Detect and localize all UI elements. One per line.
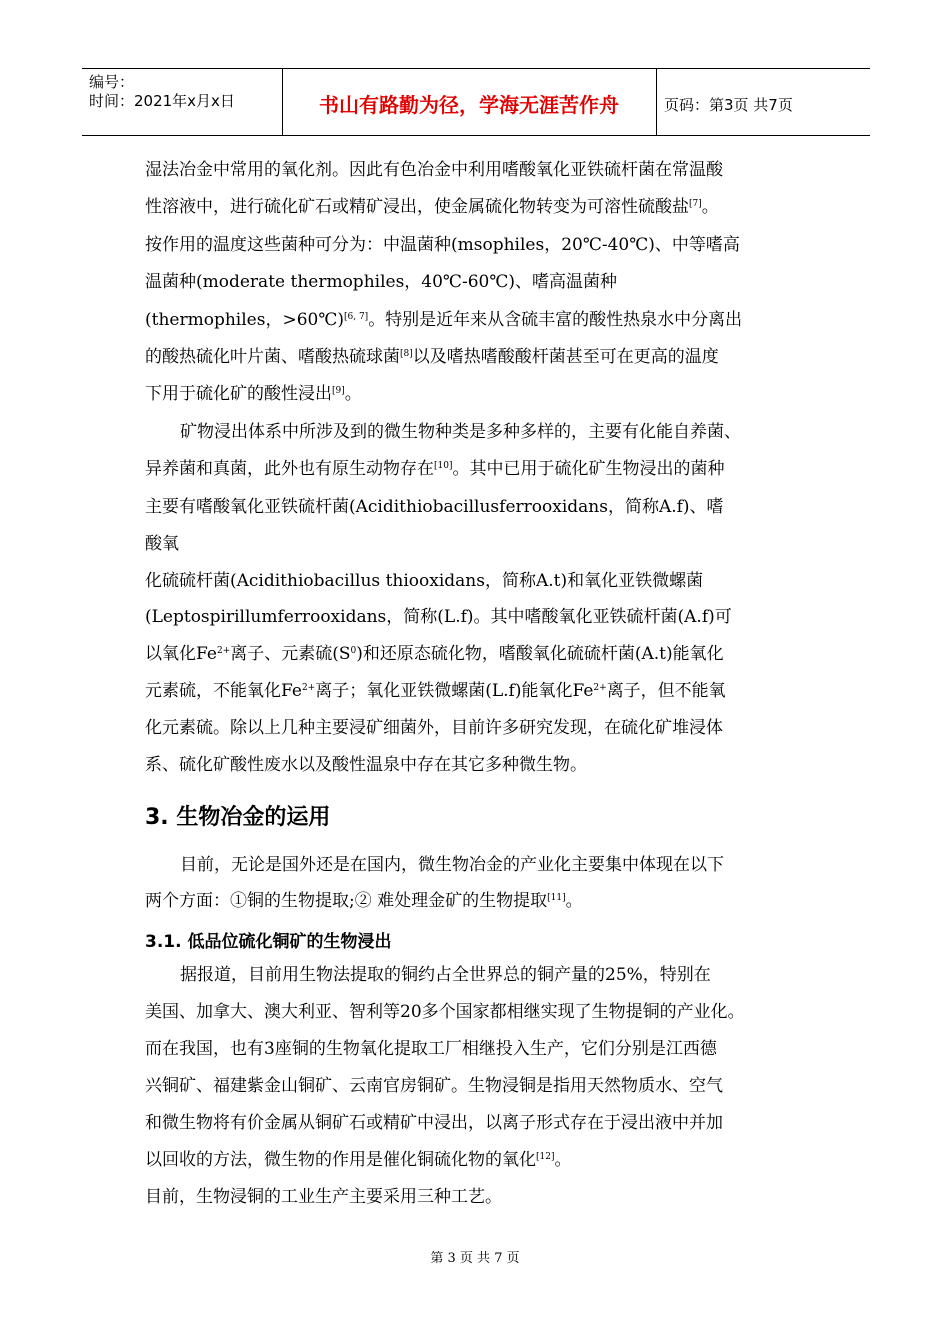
citation: [10] bbox=[434, 461, 453, 471]
citation: [9] bbox=[332, 386, 345, 396]
body-line: (thermophiles，>60℃)[6, 7]。特别是近年来从含硫丰富的酸性热泉水中分离出 bbox=[145, 310, 743, 330]
body-line: 性溶液中，进行硫化矿石或精矿浸出，使金属硫化物转变为可溶性硫酸盐[7]。 bbox=[145, 197, 719, 217]
header-number-label: 编号： bbox=[89, 73, 135, 91]
body-line: 酸氧 bbox=[145, 534, 179, 554]
page-footer: 第 3 页 共 7 页 bbox=[430, 1251, 520, 1266]
body-line: 而在我国，也有3座铜的生物氧化提取工厂相继投入生产，它们分别是江西德 bbox=[145, 1039, 717, 1059]
header-time-label: 时间：2021年x月x日 bbox=[89, 92, 235, 110]
body-line: 以回收的方法，微生物的作用是催化铜硫化物的氧化[12]。 bbox=[145, 1150, 572, 1170]
subsection-heading: 3.1. 低品位硫化铜矿的生物浸出 bbox=[145, 932, 392, 952]
superscript: 0 bbox=[350, 646, 357, 656]
body-line: 化元素硫。除以上几种主要浸矿细菌外，目前许多研究发现，在硫化矿堆浸体 bbox=[145, 718, 723, 738]
body-line: 美国、加拿大、澳大利亚、智利等20多个国家都相继实现了生物提铜的产业化。 bbox=[145, 1002, 745, 1022]
superscript: 2+ bbox=[593, 683, 607, 693]
body-line: 元素硫，不能氧化$Fe^{2+}$离子；氧化亚铁微螺菌(L.f)能氧化$Fe^{2+}$离子，但不能氧 bbox=[145, 681, 726, 701]
section-heading: 3. 生物冶金的运用 bbox=[145, 805, 331, 830]
body-line: 目前，无论是国外还是在国内，微生物冶金的产业化主要集中体现在以下 bbox=[180, 855, 724, 875]
citation: [11] bbox=[547, 893, 566, 903]
header-divider-right bbox=[656, 68, 657, 135]
superscript: 2+ bbox=[301, 683, 316, 693]
citation: [8] bbox=[400, 349, 413, 359]
body-line: 的酸热硫化叶片菌、嗜酸热硫球菌[8]以及嗜热嗜酸酸杆菌甚至可在更高的温度 bbox=[145, 347, 719, 367]
body-line: 下用于硫化矿的酸性浸出[9]。 bbox=[145, 384, 362, 404]
body-line: 两个方面：①铜的生物提取;② 难处理金矿的生物提取[11]。 bbox=[145, 891, 583, 911]
body-line: 湿法冶金中常用的氧化剂。因此有色冶金中利用嗜酸氧化亚铁硫杆菌在常温酸 bbox=[145, 160, 723, 180]
body-line: 温菌种(moderate thermophiles，40℃-60℃)、嗜高温菌种 bbox=[145, 272, 617, 292]
body-line: 矿物浸出体系中所涉及到的微生物种类是多种多样的，主要有化能自养菌、 bbox=[180, 422, 741, 442]
body-line: 兴铜矿、福建紫金山铜矿、云南官房铜矿。生物浸铜是指用天然物质水、空气 bbox=[145, 1076, 723, 1096]
body-line: 主要有嗜酸氧化亚铁硫杆菌(Acidithiobacillusferrooxidans，简称A.f)、嗜 bbox=[145, 497, 724, 517]
body-line: 据报道，目前用生物法提取的铜约占全世界总的铜产量的25%，特别在 bbox=[180, 965, 711, 985]
body-line: 目前，生物浸铜的工业生产主要采用三种工艺。 bbox=[145, 1187, 502, 1207]
citation: [7] bbox=[689, 199, 702, 209]
body-line: (Leptospirillumferrooxidans，简称(L.f)。其中嗜酸氧化亚铁硫杆菌(A.f)可 bbox=[145, 607, 732, 627]
body-line: 系、硫化矿酸性废水以及酸性温泉中存在其它多种微生物。 bbox=[145, 755, 587, 775]
body-line: 异养菌和真菌，此外也有原生动物存在[10]。其中已用于硫化矿生物浸出的菌种 bbox=[145, 459, 725, 479]
header-page-info: 页码：第3页 共7页 bbox=[664, 96, 793, 114]
body-line: 按作用的温度这些菌种可分为：中温菌种(msophiles，20℃-40℃)、中等嗜高 bbox=[145, 235, 740, 255]
body-line: 以氧化$Fe^{2+}$离子、元素硫$(S^0)$和还原态硫化物，嗜酸氧化硫硫杆菌(A.t)能氧化 bbox=[145, 644, 724, 664]
body-line: 化硫硫杆菌(Acidithiobacillus thiooxidans，简称A.t)和氧化亚铁微螺菌 bbox=[145, 571, 704, 591]
header-bottom-rule bbox=[82, 135, 870, 136]
citation: [6, 7] bbox=[343, 312, 369, 322]
header-top-rule bbox=[82, 68, 870, 69]
header-motto: 书山有路勤为径，学海无涯苦作舟 bbox=[319, 93, 619, 117]
body-line: 和微生物将有价金属从铜矿石或精矿中浸出，以离子形式存在于浸出液中并加 bbox=[145, 1113, 723, 1133]
superscript: 2+ bbox=[216, 646, 231, 656]
citation: [12] bbox=[536, 1152, 555, 1162]
